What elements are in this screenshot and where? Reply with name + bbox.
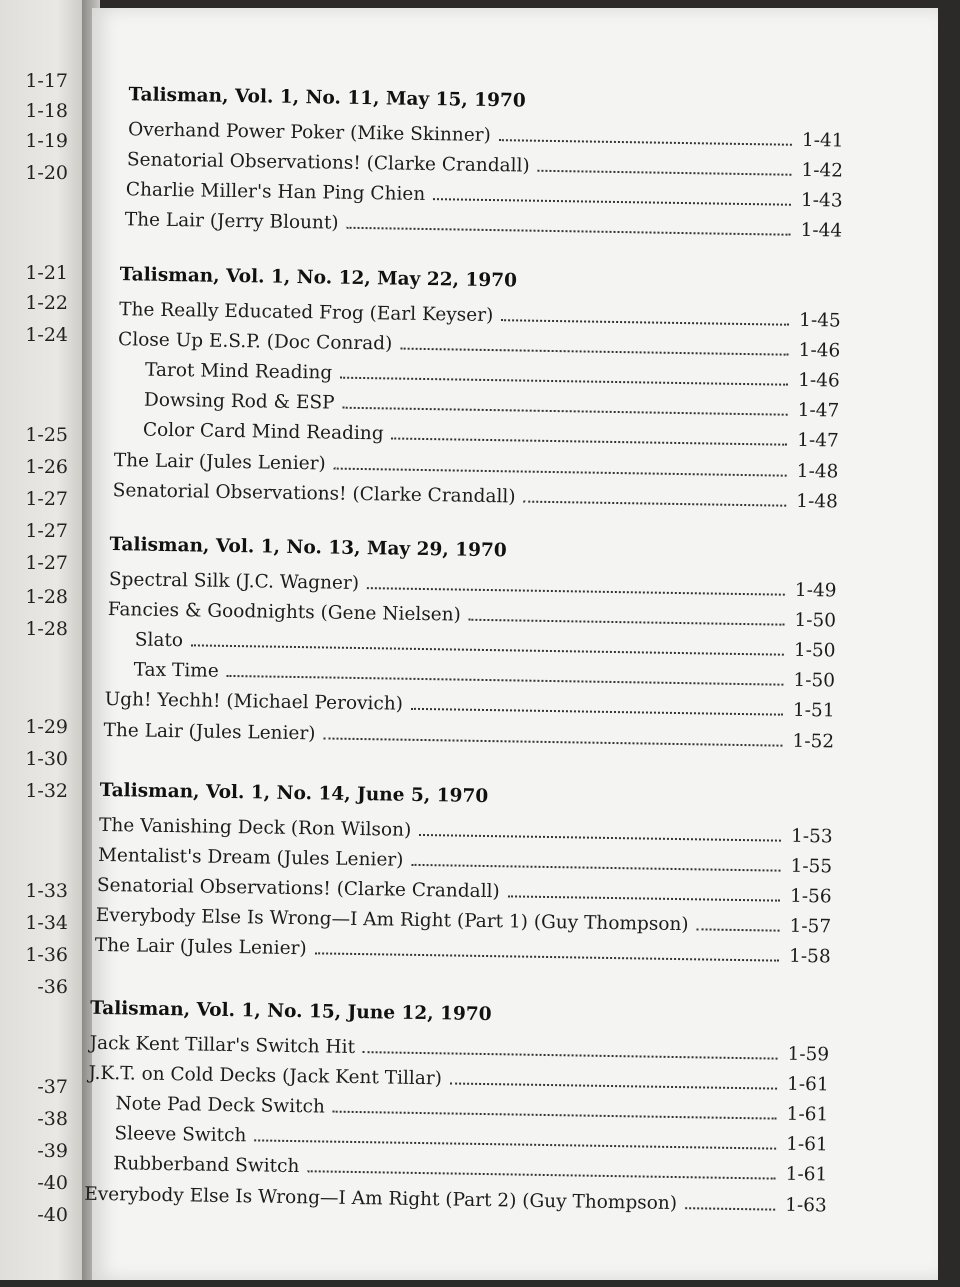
- dot-leader: [697, 910, 780, 932]
- entry-page-number: 1-61: [785, 1164, 828, 1186]
- dot-leader: [499, 120, 792, 145]
- issue-heading: Talisman, Vol. 1, No. 13, May 29, 1970: [109, 534, 507, 562]
- entry-title: Senatorial Observations! (Clarke Crandall): [112, 479, 516, 508]
- entry-title: Jack Kent Tillar's Switch Hit: [89, 1032, 356, 1058]
- toc-entry[interactable]: [113, 475, 837, 512]
- dot-leader: [450, 1064, 778, 1090]
- toc-content: [72, 2, 938, 1287]
- facing-page-number: 1-28: [25, 618, 68, 640]
- dot-leader: [340, 358, 788, 386]
- entry-page-number: 1-46: [798, 339, 841, 362]
- entry-title: Dowsing Rod & ESP: [143, 389, 335, 414]
- entry-page-number: 1-46: [798, 369, 840, 392]
- entry-title: Close Up E.S.P. (Doc Conrad): [117, 328, 393, 355]
- entry-page-number: 1-44: [800, 219, 843, 242]
- toc-entry[interactable]: [125, 205, 841, 242]
- facing-page-number: 1-25: [25, 424, 68, 446]
- entry-title: Sleeve Switch: [114, 1123, 247, 1147]
- entry-page-number: 1-47: [797, 430, 839, 452]
- entry-page-number: 1-61: [786, 1103, 829, 1126]
- entry-page-number: 1-48: [796, 460, 839, 482]
- dot-leader: [254, 1121, 776, 1150]
- entry-page-number: 1-52: [792, 730, 835, 752]
- facing-page-number: -40: [37, 1172, 68, 1194]
- facing-page-number: 1-30: [25, 748, 68, 770]
- dot-leader: [323, 718, 782, 746]
- facing-page-number: 1-20: [25, 162, 68, 184]
- entry-title: Ugh! Yechh! (Michael Perovich): [104, 689, 404, 715]
- dot-leader: [333, 1092, 777, 1119]
- dot-leader: [501, 300, 789, 325]
- issue-heading: Talisman, Vol. 1, No. 14, June 5, 1970: [99, 779, 489, 808]
- entry-title: Spectral Silk (J.C. Wagner): [108, 568, 360, 594]
- facing-page-number: -38: [37, 1108, 68, 1130]
- facing-page-number: -39: [37, 1140, 68, 1162]
- entry-page-number: 1-50: [793, 639, 836, 662]
- dot-leader: [227, 657, 784, 686]
- dot-leader: [307, 1152, 776, 1180]
- entry-page-number: 1-55: [790, 855, 833, 878]
- facing-page-number: 1-36: [25, 944, 68, 966]
- entry-title: Rubberband Switch: [113, 1153, 300, 1178]
- entry-page-number: 1-51: [792, 700, 835, 722]
- entry-title: The Lair (Jules Lenier): [103, 719, 316, 744]
- facing-page-number: 1-33: [25, 880, 68, 902]
- dot-leader: [392, 419, 788, 446]
- dot-leader: [342, 388, 787, 415]
- dot-leader: [346, 208, 790, 235]
- entry-page-number: 1-47: [797, 399, 840, 422]
- facing-page-number: -36: [37, 976, 68, 998]
- entry-page-number: 1-59: [787, 1043, 830, 1065]
- entry-title: Slato: [134, 629, 184, 652]
- issue-heading: Talisman, Vol. 1, No. 12, May 22, 1970: [119, 264, 518, 292]
- entry-page-number: 1-50: [794, 609, 837, 632]
- dot-leader: [367, 568, 785, 595]
- facing-page-number: -40: [37, 1204, 68, 1226]
- dot-leader: [508, 877, 781, 902]
- entry-title: Senatorial Observations! (Clarke Crandall): [96, 874, 500, 903]
- entry-page-number: 1-48: [796, 490, 839, 513]
- facing-page-number: 1-22: [25, 292, 68, 314]
- facing-page-number: 1-28: [25, 586, 68, 608]
- toc-page: [84, 8, 938, 1280]
- entry-title: Senatorial Observations! (Clarke Crandall): [126, 148, 530, 177]
- dot-leader: [315, 934, 780, 962]
- entry-title: Mentalist's Dream (Jules Lenier): [97, 844, 404, 871]
- entry-page-number: 1-57: [789, 915, 832, 938]
- entry-title: The Lair (Jerry Blount): [124, 209, 339, 234]
- entry-page-number: 1-43: [800, 189, 843, 212]
- dot-leader: [433, 179, 791, 205]
- facing-page-number: 1-34: [25, 912, 68, 934]
- dot-leader: [334, 449, 787, 477]
- facing-page-number: 1-27: [25, 552, 68, 574]
- toc-entry[interactable]: [103, 715, 835, 752]
- entry-title: J.K.T. on Cold Decks (Jack Kent Tillar): [88, 1062, 443, 1090]
- entry-page-number: 1-61: [786, 1073, 829, 1096]
- facing-page-number: 1-27: [25, 488, 68, 510]
- dot-leader: [685, 1188, 776, 1210]
- entry-page-number: 1-61: [786, 1133, 828, 1156]
- entry-title: The Vanishing Deck (Ron Wilson): [98, 814, 412, 841]
- facing-page-number: 1-24: [25, 324, 68, 346]
- dot-leader: [400, 329, 789, 356]
- entry-title: Tarot Mind Reading: [144, 359, 333, 384]
- entry-title: Note Pad Deck Switch: [115, 1093, 326, 1118]
- entry-title: The Lair (Jules Lenier): [94, 935, 307, 960]
- entry-page-number: 1-58: [788, 946, 831, 968]
- facing-page-number: 1-17: [25, 70, 68, 92]
- toc-entry[interactable]: [95, 931, 830, 968]
- dot-leader: [191, 626, 784, 656]
- dot-leader: [419, 815, 781, 841]
- entry-page-number: 1-63: [785, 1194, 827, 1216]
- dot-leader: [523, 482, 786, 507]
- facing-page-number: 1-29: [25, 716, 68, 738]
- entry-title: Fancies & Goodnights (Gene Nielsen): [107, 598, 462, 626]
- entry-title: Everybody Else Is Wrong—I Am Right (Part 1) (Guy Thompson): [95, 904, 689, 936]
- issue-heading: Talisman, Vol. 1, No. 11, May 15, 1970: [128, 84, 526, 112]
- entry-title: The Lair (Jules Lenier): [113, 449, 326, 474]
- facing-page-number: 1-27: [25, 520, 68, 542]
- entry-page-number: 1-53: [790, 825, 833, 847]
- facing-page-number: -37: [37, 1076, 68, 1098]
- entry-title: Charlie Miller's Han Ping Chien: [125, 179, 426, 205]
- entry-title: Color Card Mind Reading: [142, 419, 384, 445]
- entry-page-number: 1-45: [798, 309, 841, 332]
- dot-leader: [411, 690, 783, 716]
- entry-title: The Really Educated Frog (Earl Keyser): [119, 298, 494, 326]
- entry-page-number: 1-49: [794, 579, 837, 601]
- facing-page-number: 1-26: [25, 456, 68, 478]
- dot-leader: [538, 151, 792, 175]
- facing-page-number: 1-19: [25, 130, 68, 152]
- dot-leader: [469, 600, 785, 625]
- dot-leader: [363, 1032, 778, 1059]
- entry-page-number: 1-41: [801, 129, 844, 152]
- facing-page-number: 1-32: [25, 780, 68, 802]
- facing-page-number: 1-18: [25, 100, 68, 122]
- dot-leader: [411, 845, 780, 871]
- facing-page-number: 1-21: [25, 262, 68, 284]
- issue-heading: Talisman, Vol. 1, No. 15, June 12, 1970: [90, 997, 492, 1026]
- entry-title: Everybody Else Is Wrong—I Am Right (Part 2) (Guy Thompson): [84, 1183, 678, 1214]
- entry-page-number: 1-50: [793, 669, 836, 692]
- entry-page-number: 1-56: [789, 885, 832, 908]
- entry-page-number: 1-42: [801, 159, 844, 182]
- toc-entry[interactable]: [84, 1179, 825, 1216]
- entry-title: Overhand Power Poker (Mike Skinner): [127, 118, 491, 146]
- entry-title: Tax Time: [133, 659, 219, 682]
